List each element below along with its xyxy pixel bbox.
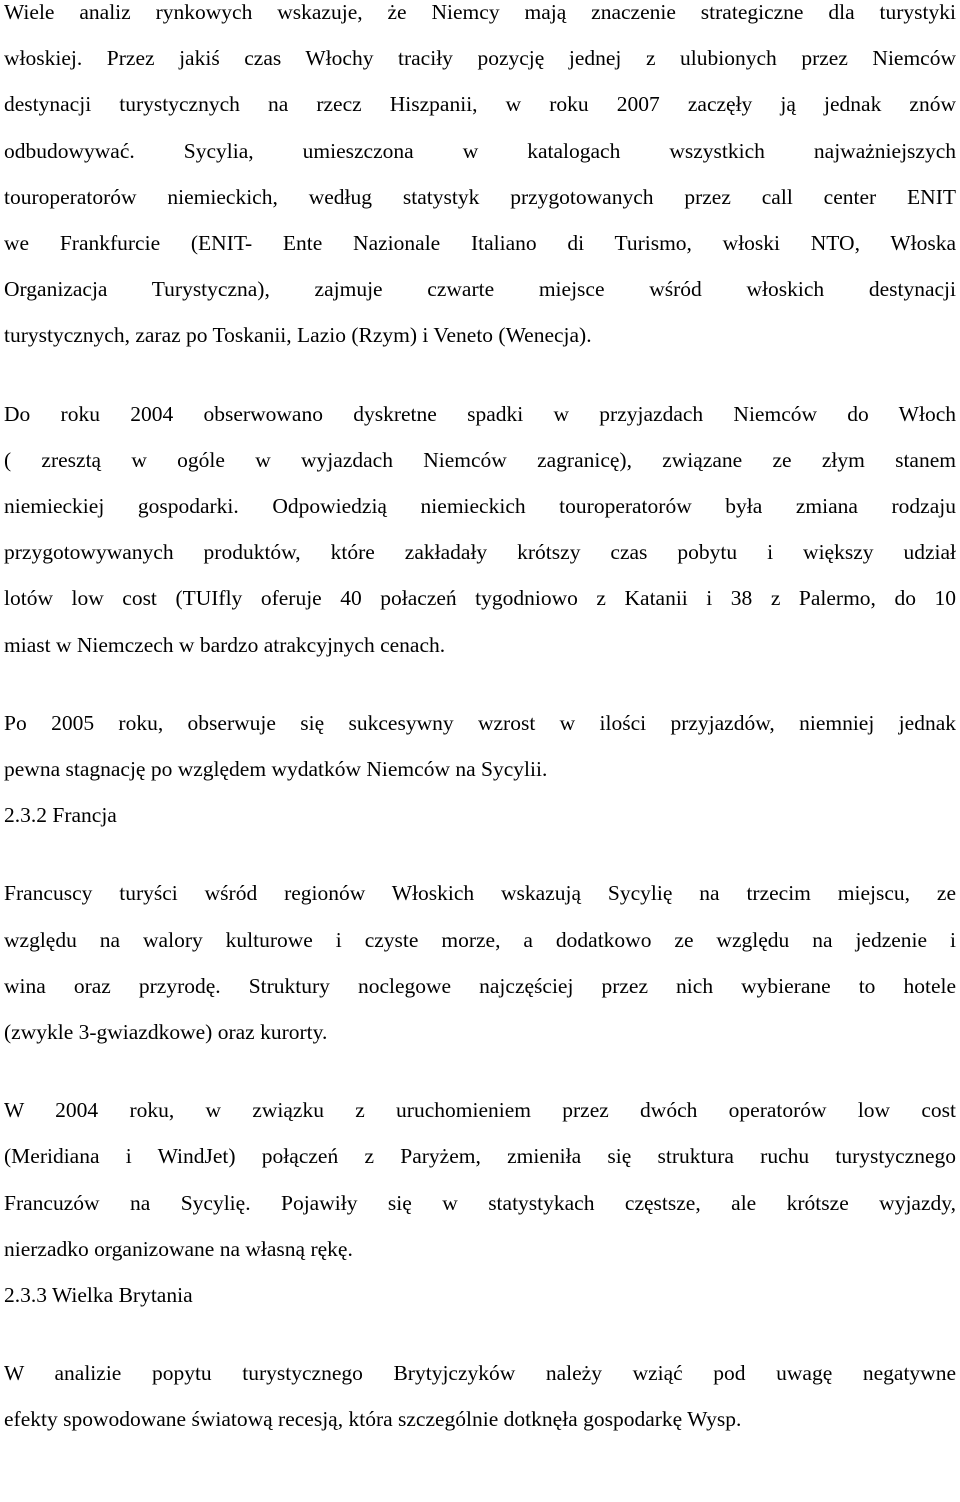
text-line: Francuzów na Sycylię. Pojawiły się w statystykach częstsze, ale krótsze wyjazdy, [4, 1190, 956, 1215]
text-line: Organizacja Turystyczna), zajmuje czwarte miejsce wśród włoskich destynacji [4, 277, 956, 302]
text-line: Po 2005 roku, obserwuje się sukcesywny wzrost w ilości przyjazdów, niemniej jednak [4, 710, 956, 735]
text-line: we Frankfurcie (ENIT- Ente Nazionale Italiano di Turismo, włoski NTO, Włoska [4, 231, 956, 256]
paragraph-niemcy-1 [4, 0, 956, 359]
text-line: Do roku 2004 obserwowano dyskretne spadki w przyjazdach Niemców do Włoch [4, 401, 956, 426]
text-line: lotów low cost (TUIfly oferuje 40 połaczeń tygodniowo z Katanii i 38 z Palermo, do 10 [4, 586, 956, 611]
text-line: (Meridiana i WindJet) połączeń z Paryżem, zmieniła się struktura ruchu turystycznego [4, 1144, 956, 1169]
text-line: miast w Niemczech w bardzo atrakcyjnych cenach. [4, 632, 446, 657]
text-line: włoskiej. Przez jakiś czas Włochy traciły pozycję jednej z ulubionych przez Niemców [4, 46, 956, 71]
text-line: ( zresztą w ogóle w wyjazdach Niemców zagranicę), związane ze złym stanem [4, 447, 956, 472]
text-line: nierzadko organizowane na własną rękę. [4, 1236, 353, 1261]
text-line: touroperatorów niemieckich, według statystyk przygotowanych przez call center ENIT [4, 184, 956, 209]
paragraph-francja-2 [4, 1087, 956, 1272]
document-page [4, 0, 956, 1443]
text-line: (zwykle 3-gwiazdkowe) oraz kurorty. [4, 1020, 328, 1045]
text-line: Wiele analiz rynkowych wskazuje, że Niemcy mają znaczenie strategiczne dla turystyki [4, 0, 956, 24]
paragraph-francja-1 [4, 870, 956, 1055]
text-line: względu na walory kulturowe i czyste morze, a dodatkowo ze względu na jedzenie i [4, 927, 956, 952]
text-line: W analizie popytu turystycznego Brytyjczyków należy wziąć pod uwagę negatywne [4, 1361, 956, 1386]
text-line: destynacji turystycznych na rzecz Hiszpanii, w roku 2007 zaczęły ją jednak znów [4, 92, 956, 117]
text-line: Francuscy turyści wśród regionów Włoskich wskazują Sycylię na trzecim miejscu, ze [4, 881, 956, 906]
text-line: turystycznych, zaraz po Toskanii, Lazio (Rzym) i Veneto (Wenecja). [4, 323, 592, 348]
paragraph-niemcy-3 [4, 700, 956, 792]
section-heading-wielka-brytania: 2.3.3 Wielka Brytania [4, 1283, 193, 1308]
text-line: odbudowywać. Sycylia, umieszczona w katalogach wszystkich najważniejszych [4, 138, 956, 163]
text-line: przygotowywanych produktów, które zakładały krótszy czas pobytu i większy udział [4, 540, 956, 565]
paragraph-brytania-1 [4, 1350, 956, 1442]
text-line: wina oraz przyrodę. Struktury noclegowe najczęściej przez nich wybierane to hotele [4, 973, 956, 998]
text-line: niemieckiej gospodarki. Odpowiedzią niemieckich touroperatorów była zmiana rodzaju [4, 494, 956, 519]
section-heading-francja: 2.3.2 Francja [4, 803, 117, 828]
text-line: W 2004 roku, w związku z uruchomieniem przez dwóch operatorów low cost [4, 1098, 956, 1123]
text-line: pewna stagnację po względem wydatków Niemców na Sycylii. [4, 757, 548, 782]
text-line: efekty spowodowane światową recesją, która szczególnie dotknęła gospodarkę Wysp. [4, 1407, 742, 1432]
paragraph-niemcy-2 [4, 391, 956, 668]
